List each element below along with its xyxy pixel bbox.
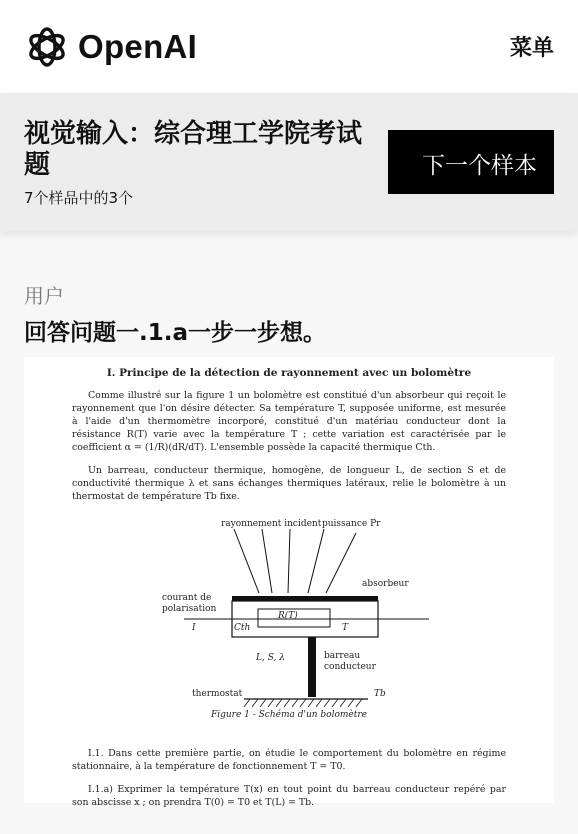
label-power: puissance Pr: [322, 519, 381, 529]
sample-counter: 7个样品中的3个: [24, 189, 134, 207]
label-tb: Tb: [374, 689, 386, 699]
brand-name: OpenAI: [78, 27, 198, 65]
label-bar: barreau conducteur: [324, 651, 376, 672]
top-bar: [0, 0, 578, 93]
document-paragraph-2: Un barreau, conducteur thermique, homogène, de longueur L, de section S et de conductivité thermique λ et sans échanges thermiques latéraux, relie le bolomètre à un thermostat de température Tb fixe.: [72, 465, 506, 502]
user-prompt: 回答问题一.1.a一步一步想。: [24, 320, 326, 346]
document-heading: I. Principe de la détection de rayonnement avec un bolomètre: [106, 367, 472, 379]
message-role: 用户: [24, 284, 64, 308]
document-paragraph-1: Comme illustré sur la figure 1 un bolomètre est constitué d'un absorbeur qui reçoit le rayonnement que l'on désire détecter. Sa température T, supposée uniforme, est mesurée à l'aide d'un thermomètre incorporé, constitué d'un matériau conducteur dont la résistance R(T) varie avec la température T ; cette variation est caractérisée par le coefficient α = (1/R)(dR/dT). L'ensemble possède la capacité thermique Cth.: [72, 390, 506, 453]
figure-caption: Figure 1 - Schéma d'un bolomètre: [210, 710, 368, 720]
openai-logo-icon: [24, 24, 70, 70]
label-current-symbol: I: [192, 623, 196, 633]
label-capacity: Cth: [234, 623, 251, 633]
label-resistance: R(T): [278, 611, 298, 621]
question-i1a: I.1.a) Exprimer la température T(x) en tout point du barreau conducteur repéré par son abscisse x ; on prendra T(0) = T0 et T(L) = Tb.: [72, 784, 506, 808]
label-absorber: absorbeur: [362, 579, 409, 589]
next-sample-button[interactable]: 下一个样本: [388, 130, 554, 194]
question-i1: I.1. Dans cette première partie, on étudie le comportement du bolomètre en régime stationnaire, à la température de fonctionnement T = T0.: [72, 748, 506, 772]
label-current: courant de polarisation: [162, 593, 217, 614]
label-thermostat: thermostat: [192, 689, 243, 699]
menu-button[interactable]: 菜单: [509, 36, 554, 61]
label-temperature: T: [342, 623, 349, 633]
exam-document-image: [24, 357, 554, 808]
brand[interactable]: [24, 24, 197, 70]
page-title: 视觉输入：综合理工学院考试题: [24, 119, 363, 180]
label-radiation: rayonnement incident: [221, 519, 322, 529]
label-bar-params: L, S, λ: [256, 653, 285, 663]
